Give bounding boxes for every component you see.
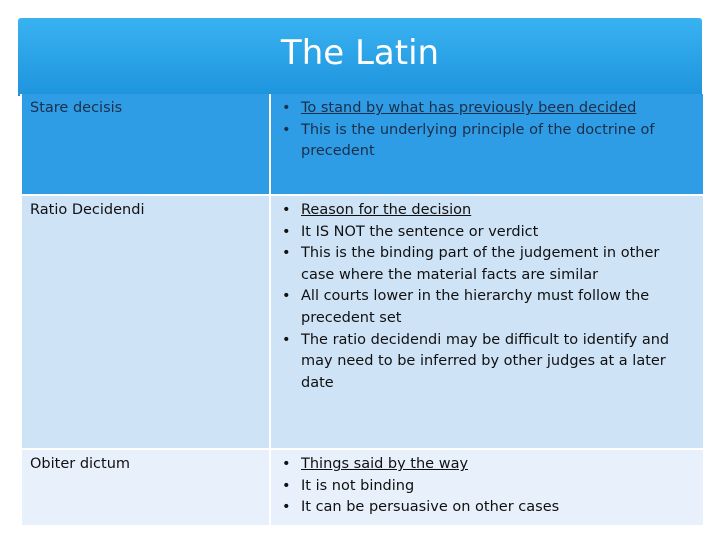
table-row [21, 195, 704, 449]
bullet-item: • The ratio decidendi may be difficult to identify and may need to be inferred by other judges at a later date [279, 330, 695, 395]
table-row [21, 94, 704, 195]
bullet-item: • All courts lower in the hierarchy must follow the precedent set [279, 286, 695, 329]
definition-cell [270, 195, 704, 449]
term-cell: Stare decisis [21, 94, 270, 195]
bullet-item: • It can be persuasive on other cases [279, 497, 695, 519]
bullet-item: • Reason for the decision [279, 200, 695, 222]
bullet-item: • This is the underlying principle of the doctrine of precedent [279, 120, 695, 163]
bullet-list [279, 98, 695, 163]
bullet-item: • It IS NOT the sentence or verdict [279, 222, 695, 244]
bullet-item: • Things said by the way [279, 454, 695, 476]
definition-cell [270, 449, 704, 526]
bullet-item: • To stand by what has previously been decided [279, 98, 695, 120]
bullet-list [279, 200, 695, 394]
term-cell: Ratio Decidendi [21, 195, 270, 449]
bullet-item: • This is the binding part of the judgement in other case where the material facts are similar [279, 243, 695, 286]
term-cell: Obiter dictum [21, 449, 270, 526]
table-row [21, 449, 704, 526]
definition-cell [270, 94, 704, 195]
bullet-list [279, 454, 695, 519]
latin-terms-table [20, 94, 705, 527]
slide-title: The Latin [280, 33, 440, 73]
bullet-item: • It is not binding [279, 476, 695, 498]
